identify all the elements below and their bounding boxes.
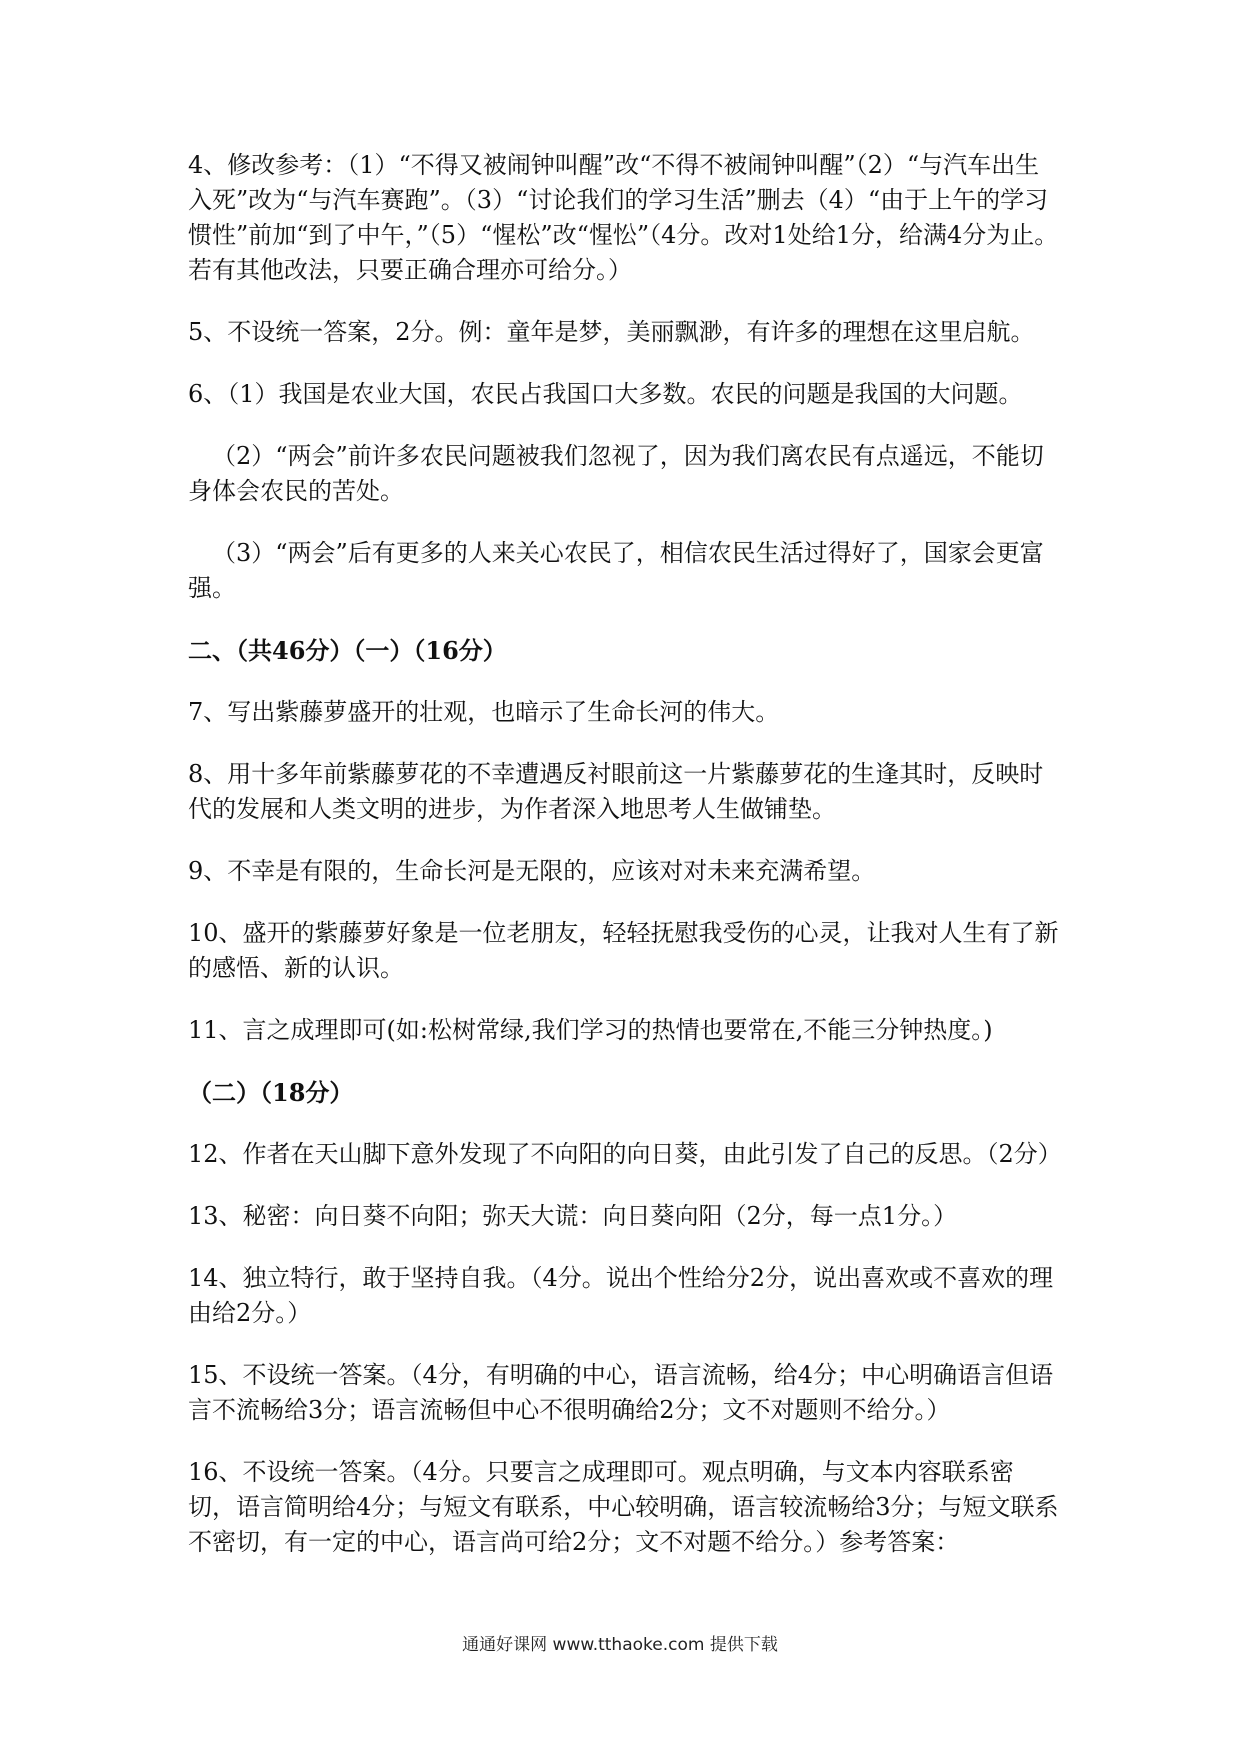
answer-9: 9、不幸是有限的，生命长河是无限的，应该对对未来充满希望。	[188, 857, 876, 885]
answer-14: 14、独立特行，敢于坚持自我。（4分。说出个性给分2分，说出喜欢或不喜欢的理由给2分。）	[188, 1264, 1054, 1327]
answer-16: 16、不设统一答案。（4分。只要言之成理即可。观点明确，与文本内容联系密切，语言简明给4分；与短文有联系，中心较明确，语言较流畅给3分；与短文联系不密切，有一定的中心，语言尚可给2分；文不对题不给分。）参考答案：	[188, 1458, 1059, 1556]
answer-10: 10、盛开的紫藤萝好象是一位老朋友，轻轻抚慰我受伤的心灵，让我对人生有了新的感悟、新的认识。	[188, 919, 1059, 982]
section-heading-2-2: （二）（18分）	[188, 1078, 354, 1107]
answer-6-1: 6、（1）我国是农业大国，农民占我国口大多数。农民的问题是我国的大问题。	[188, 380, 1023, 408]
answer-7: 7、写出紫藤萝盛开的壮观，也暗示了生命长河的伟大。	[188, 698, 780, 726]
answer-12: 12、作者在天山脚下意外发现了不向阳的向日葵，由此引发了自己的反思。（2分）	[188, 1140, 1062, 1168]
page-footer: 通通好课网 www.tthaoke.com 提供下载	[462, 1635, 778, 1655]
document-body	[188, 148, 1060, 1587]
answer-5: 5、不设统一答案，2分。例：童年是梦，美丽飘渺，有许多的理想在这里启航。	[188, 318, 1035, 346]
answer-6-2: （2）“两会”前许多农民问题被我们忽视了，因为我们离农民有点遥远，不能切身体会农民的苦处。	[188, 442, 1044, 505]
answer-13: 13、秘密：向日葵不向阳；弥天大谎：向日葵向阳（2分，每一点1分。）	[188, 1202, 958, 1230]
answer-15: 15、不设统一答案。（4分，有明确的中心，语言流畅，给4分；中心明确语言但语言不流畅给3分；语言流畅但中心不很明确给2分；文不对题则不给分。）	[188, 1361, 1054, 1424]
section-heading-2-1: 二、（共46分）（一）（16分）	[188, 636, 507, 665]
answer-6-3: （3）“两会”后有更多的人来关心农民了，相信农民生活过得好了，国家会更富强。	[188, 539, 1044, 602]
answer-8: 8、用十多年前紫藤萝花的不幸遭遇反衬眼前这一片紫藤萝花的生逢其时，反映时代的发展和人类文明的进步，为作者深入地思考人生做铺垫。	[188, 760, 1044, 823]
answer-4: 4、修改参考：（1）“不得又被闹钟叫醒”改“不得不被闹钟叫醒”（2）“与汽车出生入死”改为“与汽车赛跑”。（3）“讨论我们的学习生活”删去（4）“由于上午的学习惯性”前加“到了中午，”（5）“惺松”改“惺忪”（4分。改对1处给1分，给满4分为止。若有其他改法，只要正确合理亦可给分。）	[188, 151, 1059, 284]
answer-11: 11、言之成理即可(如:松树常绿,我们学习的热情也要常在,不能三分钟热度。)	[188, 1016, 993, 1044]
